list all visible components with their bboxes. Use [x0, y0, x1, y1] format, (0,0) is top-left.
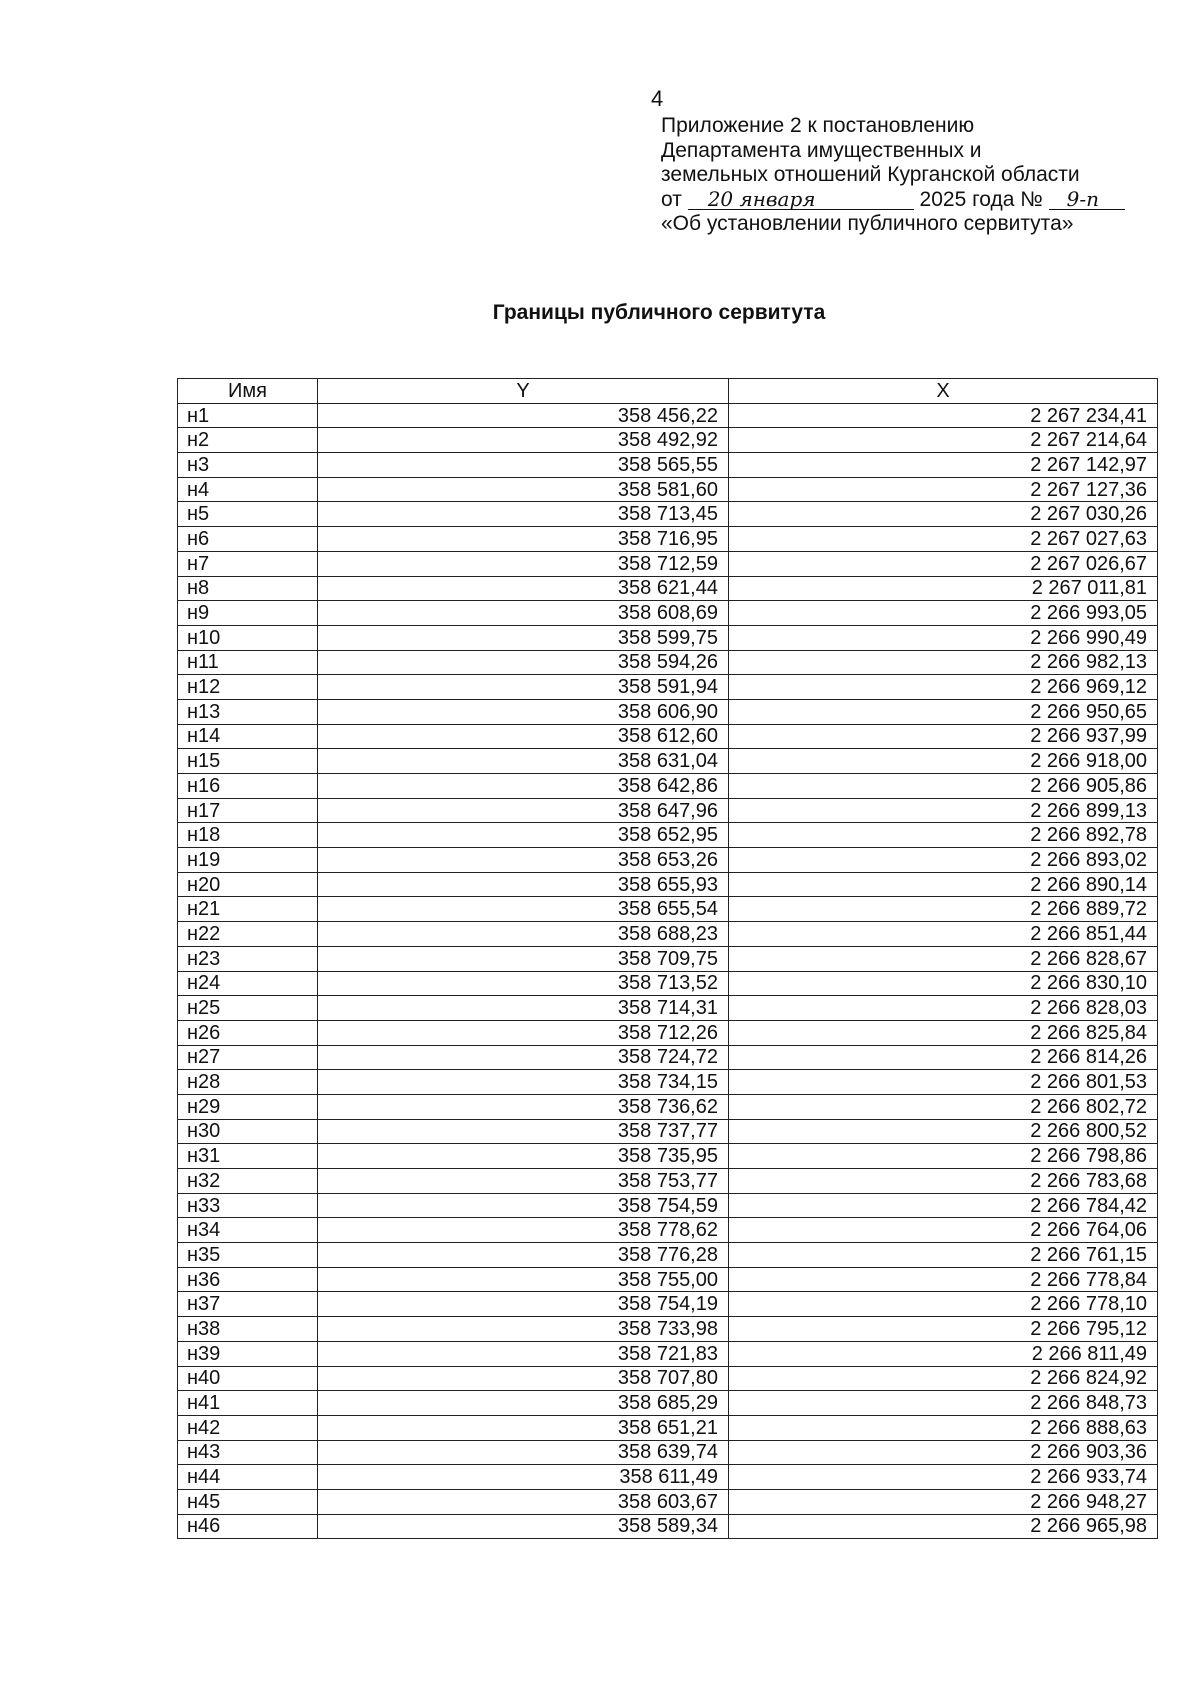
- x-value-cell: 2 266 814,26: [729, 1045, 1158, 1070]
- y-value-cell: 358 639,74: [318, 1440, 729, 1465]
- point-name-cell: н36: [178, 1267, 318, 1292]
- header-x: X: [729, 379, 1158, 404]
- x-value-cell: 2 266 778,10: [729, 1292, 1158, 1317]
- table-row: [178, 428, 1158, 453]
- point-name-cell: н21: [178, 897, 318, 922]
- y-value-cell: 358 735,95: [318, 1144, 729, 1169]
- y-value-cell: 358 721,83: [318, 1341, 729, 1366]
- table-row: [178, 749, 1158, 774]
- y-value-cell: 358 653,26: [318, 848, 729, 873]
- y-value-cell: 358 621,44: [318, 576, 729, 601]
- point-name-cell: н45: [178, 1489, 318, 1514]
- table-row: [178, 1341, 1158, 1366]
- table-row: [178, 601, 1158, 626]
- point-name-cell: н5: [178, 502, 318, 527]
- x-value-cell: 2 266 764,06: [729, 1218, 1158, 1243]
- table-row: [178, 1045, 1158, 1070]
- point-name-cell: н11: [178, 650, 318, 675]
- y-value-cell: 358 712,26: [318, 1020, 729, 1045]
- x-value-cell: 2 266 888,63: [729, 1415, 1158, 1440]
- y-value-cell: 358 603,67: [318, 1489, 729, 1514]
- table-row: [178, 699, 1158, 724]
- table-row: [178, 1514, 1158, 1539]
- table-row: [178, 897, 1158, 922]
- table-row: [178, 527, 1158, 552]
- table-row: [178, 1391, 1158, 1416]
- x-value-cell: 2 266 851,44: [729, 922, 1158, 947]
- x-value-cell: 2 266 824,92: [729, 1366, 1158, 1391]
- handwritten-number: 9-п: [1049, 189, 1125, 210]
- y-value-cell: 358 755,00: [318, 1267, 729, 1292]
- x-value-cell: 2 266 795,12: [729, 1317, 1158, 1342]
- y-value-cell: 358 736,62: [318, 1094, 729, 1119]
- header-y: Y: [318, 379, 729, 404]
- x-value-cell: 2 266 993,05: [729, 601, 1158, 626]
- y-value-cell: 358 589,34: [318, 1514, 729, 1539]
- y-value-cell: 358 754,59: [318, 1193, 729, 1218]
- point-name-cell: н43: [178, 1440, 318, 1465]
- x-value-cell: 2 266 811,49: [729, 1341, 1158, 1366]
- table-row: [178, 477, 1158, 502]
- x-value-cell: 2 266 889,72: [729, 897, 1158, 922]
- table-row: [178, 996, 1158, 1021]
- x-value-cell: 2 267 214,64: [729, 428, 1158, 453]
- point-name-cell: н31: [178, 1144, 318, 1169]
- x-value-cell: 2 266 990,49: [729, 625, 1158, 650]
- y-value-cell: 358 753,77: [318, 1169, 729, 1194]
- table-header-row: [178, 379, 1158, 404]
- y-value-cell: 358 655,54: [318, 897, 729, 922]
- table-row: [178, 1243, 1158, 1268]
- x-value-cell: 2 267 142,97: [729, 453, 1158, 478]
- table-row: [178, 922, 1158, 947]
- point-name-cell: н24: [178, 971, 318, 996]
- point-name-cell: н28: [178, 1070, 318, 1095]
- table-row: [178, 1020, 1158, 1045]
- point-name-cell: н19: [178, 848, 318, 873]
- y-value-cell: 358 655,93: [318, 872, 729, 897]
- point-name-cell: н32: [178, 1169, 318, 1194]
- point-name-cell: н1: [178, 403, 318, 428]
- point-name-cell: н44: [178, 1465, 318, 1490]
- table-row: [178, 798, 1158, 823]
- y-value-cell: 358 565,55: [318, 453, 729, 478]
- table-row: [178, 1218, 1158, 1243]
- x-value-cell: 2 266 761,15: [729, 1243, 1158, 1268]
- table-row: [178, 872, 1158, 897]
- table-row: [178, 1440, 1158, 1465]
- table-row: [178, 576, 1158, 601]
- y-value-cell: 358 688,23: [318, 922, 729, 947]
- x-value-cell: 2 267 027,63: [729, 527, 1158, 552]
- table-row: [178, 1489, 1158, 1514]
- table-row: [178, 1193, 1158, 1218]
- point-name-cell: н15: [178, 749, 318, 774]
- point-name-cell: н8: [178, 576, 318, 601]
- y-value-cell: 358 776,28: [318, 1243, 729, 1268]
- document-title: Границы публичного сервитута: [492, 301, 826, 324]
- point-name-cell: н18: [178, 823, 318, 848]
- table-row: [178, 1267, 1158, 1292]
- point-name-cell: н16: [178, 774, 318, 799]
- point-name-cell: н17: [178, 798, 318, 823]
- x-value-cell: 2 266 918,00: [729, 749, 1158, 774]
- table-row: [178, 1317, 1158, 1342]
- table-row: [178, 774, 1158, 799]
- y-value-cell: 358 733,98: [318, 1317, 729, 1342]
- table-row: [178, 625, 1158, 650]
- y-value-cell: 358 714,31: [318, 996, 729, 1021]
- x-value-cell: 2 266 830,10: [729, 971, 1158, 996]
- y-value-cell: 358 631,04: [318, 749, 729, 774]
- table-row: [178, 1415, 1158, 1440]
- x-value-cell: 2 266 802,72: [729, 1094, 1158, 1119]
- y-value-cell: 358 778,62: [318, 1218, 729, 1243]
- appendix-header: [661, 114, 1125, 237]
- y-value-cell: 358 611,49: [318, 1465, 729, 1490]
- y-value-cell: 358 713,52: [318, 971, 729, 996]
- point-name-cell: н25: [178, 996, 318, 1021]
- y-value-cell: 358 642,86: [318, 774, 729, 799]
- x-value-cell: 2 266 798,86: [729, 1144, 1158, 1169]
- point-name-cell: н29: [178, 1094, 318, 1119]
- point-name-cell: н35: [178, 1243, 318, 1268]
- point-name-cell: н6: [178, 527, 318, 552]
- point-name-cell: н33: [178, 1193, 318, 1218]
- point-name-cell: н39: [178, 1341, 318, 1366]
- x-value-cell: 2 266 778,84: [729, 1267, 1158, 1292]
- y-value-cell: 358 606,90: [318, 699, 729, 724]
- x-value-cell: 2 266 800,52: [729, 1119, 1158, 1144]
- appendix-line-1: Приложение 2 к постановлению: [661, 114, 975, 137]
- y-value-cell: 358 709,75: [318, 946, 729, 971]
- y-value-cell: 358 734,15: [318, 1070, 729, 1095]
- x-value-cell: 2 266 933,74: [729, 1465, 1158, 1490]
- table-row: [178, 453, 1158, 478]
- point-name-cell: н26: [178, 1020, 318, 1045]
- table-row: [178, 1119, 1158, 1144]
- y-value-cell: 358 456,22: [318, 403, 729, 428]
- y-value-cell: 358 652,95: [318, 823, 729, 848]
- point-name-cell: н10: [178, 625, 318, 650]
- x-value-cell: 2 266 828,67: [729, 946, 1158, 971]
- y-value-cell: 358 492,92: [318, 428, 729, 453]
- y-value-cell: 358 712,59: [318, 551, 729, 576]
- point-name-cell: н30: [178, 1119, 318, 1144]
- point-name-cell: н12: [178, 675, 318, 700]
- x-value-cell: 2 266 950,65: [729, 699, 1158, 724]
- table-row: [178, 1070, 1158, 1095]
- point-name-cell: н22: [178, 922, 318, 947]
- point-name-cell: н20: [178, 872, 318, 897]
- table-row: [178, 1144, 1158, 1169]
- appendix-line-5: «Об установлении публичного сервитута»: [661, 212, 1074, 235]
- x-value-cell: 2 267 026,67: [729, 551, 1158, 576]
- table-row: [178, 971, 1158, 996]
- point-name-cell: н7: [178, 551, 318, 576]
- y-value-cell: 358 754,19: [318, 1292, 729, 1317]
- year-text: 2025 года №: [919, 187, 1043, 211]
- y-value-cell: 358 608,69: [318, 601, 729, 626]
- point-name-cell: н2: [178, 428, 318, 453]
- y-value-cell: 358 647,96: [318, 798, 729, 823]
- y-value-cell: 358 591,94: [318, 675, 729, 700]
- handwritten-date: 20 января: [688, 189, 914, 210]
- table-row: [178, 1169, 1158, 1194]
- point-name-cell: н23: [178, 946, 318, 971]
- x-value-cell: 2 266 784,42: [729, 1193, 1158, 1218]
- x-value-cell: 2 266 783,68: [729, 1169, 1158, 1194]
- appendix-date-line: [661, 188, 1125, 213]
- table-row: [178, 403, 1158, 428]
- table-row: [178, 502, 1158, 527]
- table-row: [178, 675, 1158, 700]
- x-value-cell: 2 267 234,41: [729, 403, 1158, 428]
- x-value-cell: 2 266 969,12: [729, 675, 1158, 700]
- table-row: [178, 724, 1158, 749]
- y-value-cell: 358 651,21: [318, 1415, 729, 1440]
- point-name-cell: н27: [178, 1045, 318, 1070]
- x-value-cell: 2 266 905,86: [729, 774, 1158, 799]
- table-row: [178, 551, 1158, 576]
- table-row: [178, 1094, 1158, 1119]
- x-value-cell: 2 266 801,53: [729, 1070, 1158, 1095]
- table-row: [178, 848, 1158, 873]
- point-name-cell: н9: [178, 601, 318, 626]
- table-row: [178, 650, 1158, 675]
- y-value-cell: 358 594,26: [318, 650, 729, 675]
- point-name-cell: н37: [178, 1292, 318, 1317]
- point-name-cell: н4: [178, 477, 318, 502]
- x-value-cell: 2 266 893,02: [729, 848, 1158, 873]
- point-name-cell: н41: [178, 1391, 318, 1416]
- table-row: [178, 946, 1158, 971]
- table-row: [178, 1292, 1158, 1317]
- coordinates-table: [177, 378, 1158, 1539]
- x-value-cell: 2 267 030,26: [729, 502, 1158, 527]
- appendix-line-2: Департамента имущественных и: [661, 138, 982, 162]
- point-name-cell: н3: [178, 453, 318, 478]
- x-value-cell: 2 266 965,98: [729, 1514, 1158, 1539]
- y-value-cell: 358 581,60: [318, 477, 729, 502]
- point-name-cell: н40: [178, 1366, 318, 1391]
- x-value-cell: 2 267 127,36: [729, 477, 1158, 502]
- x-value-cell: 2 266 892,78: [729, 823, 1158, 848]
- table-row: [178, 1465, 1158, 1490]
- date-prefix: от: [661, 187, 682, 211]
- y-value-cell: 358 713,45: [318, 502, 729, 527]
- x-value-cell: 2 266 848,73: [729, 1391, 1158, 1416]
- appendix-line-3: земельных отношений Курганской области: [661, 163, 1080, 186]
- x-value-cell: 2 266 828,03: [729, 996, 1158, 1021]
- point-name-cell: н14: [178, 724, 318, 749]
- x-value-cell: 2 266 825,84: [729, 1020, 1158, 1045]
- x-value-cell: 2 266 903,36: [729, 1440, 1158, 1465]
- x-value-cell: 2 266 937,99: [729, 724, 1158, 749]
- point-name-cell: н46: [178, 1514, 318, 1539]
- point-name-cell: н42: [178, 1415, 318, 1440]
- y-value-cell: 358 737,77: [318, 1119, 729, 1144]
- y-value-cell: 358 716,95: [318, 527, 729, 552]
- table-row: [178, 1366, 1158, 1391]
- y-value-cell: 358 599,75: [318, 625, 729, 650]
- point-name-cell: н13: [178, 699, 318, 724]
- y-value-cell: 358 707,80: [318, 1366, 729, 1391]
- x-value-cell: 2 266 982,13: [729, 650, 1158, 675]
- x-value-cell: 2 266 890,14: [729, 872, 1158, 897]
- x-value-cell: 2 267 011,81: [729, 576, 1158, 601]
- x-value-cell: 2 266 899,13: [729, 798, 1158, 823]
- x-value-cell: 2 266 948,27: [729, 1489, 1158, 1514]
- y-value-cell: 358 612,60: [318, 724, 729, 749]
- point-name-cell: н38: [178, 1317, 318, 1342]
- y-value-cell: 358 724,72: [318, 1045, 729, 1070]
- header-name: Имя: [178, 379, 318, 404]
- table-row: [178, 823, 1158, 848]
- point-name-cell: н34: [178, 1218, 318, 1243]
- y-value-cell: 358 685,29: [318, 1391, 729, 1416]
- page-number: 4: [651, 86, 664, 111]
